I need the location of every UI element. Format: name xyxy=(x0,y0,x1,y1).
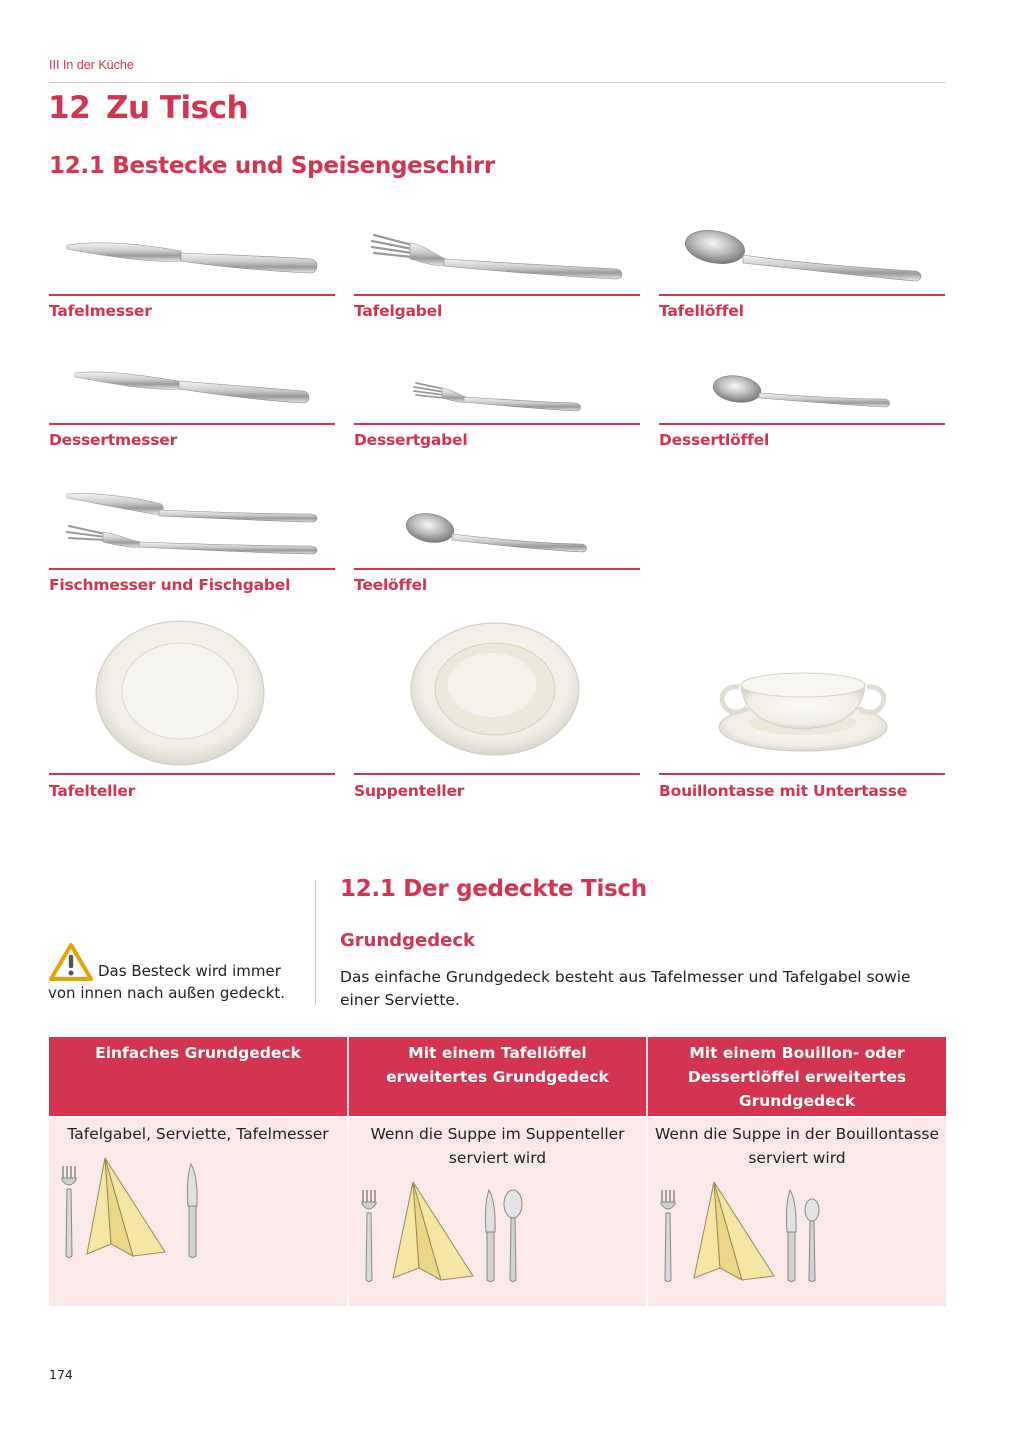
item-label: Suppenteller xyxy=(354,782,465,800)
table-header: Einfaches Grundgedeck xyxy=(49,1037,348,1117)
napkin-icon xyxy=(87,1158,165,1256)
item-label: Dessertlöffel xyxy=(659,431,770,449)
section2-subtitle: Grundgedeck xyxy=(340,930,475,951)
spoon-photo xyxy=(659,215,945,293)
item-rule xyxy=(49,773,335,775)
item-label: Tafelmesser xyxy=(49,302,152,320)
section-title: 12.1 Bestecke und Speisengeschirr xyxy=(49,153,495,179)
item-label: Teelöffel xyxy=(354,576,428,594)
soup-plate-photo xyxy=(354,615,640,773)
fish-cutlery-photo xyxy=(49,480,335,568)
table-header: Mit einem Bouillon- oder Dessertlöffel erweitertes Grundgedeck xyxy=(647,1037,946,1117)
plate-photo xyxy=(49,615,335,773)
item-label: Tafelteller xyxy=(49,782,136,800)
item-label: Bouillontasse mit Untertasse xyxy=(659,782,908,800)
warning-note xyxy=(48,942,308,1004)
item-rule xyxy=(659,294,945,296)
item-rule xyxy=(49,294,335,296)
chapter-heading xyxy=(48,90,248,126)
table-row xyxy=(49,1117,946,1306)
napkin-icon xyxy=(694,1182,774,1280)
cell-text: Tafelgabel, Serviette, Tafelmesser xyxy=(67,1125,329,1143)
spoon-icon xyxy=(805,1199,819,1282)
item-rule xyxy=(659,773,945,775)
warning-text: Das Besteck wird immer von innen nach außen gedeckt. xyxy=(48,962,285,1002)
spoon-icon xyxy=(504,1190,522,1282)
napkin-icon xyxy=(393,1182,473,1280)
spoon-photo xyxy=(354,480,640,568)
knife-icon xyxy=(485,1190,495,1282)
grundgedeck-table xyxy=(49,1037,946,1306)
fork-icon xyxy=(661,1190,675,1282)
item-label: Dessertmesser xyxy=(49,431,178,449)
fork-icon xyxy=(62,1166,76,1258)
fork-icon xyxy=(362,1190,376,1282)
column-divider xyxy=(315,880,316,1005)
section2-paragraph: Das einfache Grundgedeck besteht aus Tafelmesser und Tafelgabel sowie einer Serviette. xyxy=(340,968,911,1009)
item-label: Fischmesser und Fischgabel xyxy=(49,576,291,594)
fork-photo xyxy=(354,345,640,423)
header-rule xyxy=(49,82,945,83)
cell-text: Wenn die Suppe in der Bouillontasse serviert wird xyxy=(654,1125,940,1167)
section2-title: 12.1 Der gedeckte Tisch xyxy=(340,876,647,902)
table-header: Mit einem Tafellöffel erweitertes Grundgedeck xyxy=(348,1037,647,1117)
item-label: Tafelgabel xyxy=(354,302,443,320)
spoon-photo xyxy=(659,345,945,423)
table-cell xyxy=(647,1117,946,1306)
table-header-row xyxy=(49,1037,946,1117)
place-setting-illustration xyxy=(355,1180,640,1285)
item-label: Tafellöffel xyxy=(659,302,744,320)
bouillon-cup-photo xyxy=(659,615,945,773)
cell-text: Wenn die Suppe im Suppenteller serviert wird xyxy=(370,1125,625,1167)
place-setting-illustration xyxy=(55,1156,341,1261)
item-rule xyxy=(354,294,640,296)
item-rule xyxy=(354,568,640,570)
running-head: III In der Küche xyxy=(49,58,134,72)
table-cell xyxy=(348,1117,647,1306)
chapter-title: Zu Tisch xyxy=(106,90,249,126)
knife-icon xyxy=(786,1190,796,1282)
chapter-number: 12 xyxy=(48,90,91,126)
place-setting-illustration xyxy=(654,1180,940,1285)
warning-icon xyxy=(48,942,94,982)
item-rule xyxy=(49,568,335,570)
fork-photo xyxy=(354,215,640,293)
item-rule xyxy=(49,423,335,425)
item-label: Dessertgabel xyxy=(354,431,468,449)
knife-photo xyxy=(49,345,335,423)
item-rule xyxy=(354,423,640,425)
item-rule xyxy=(659,423,945,425)
table-cell xyxy=(49,1117,348,1306)
page-number: 174 xyxy=(49,1367,73,1382)
knife-photo xyxy=(49,215,335,293)
knife-icon xyxy=(187,1164,197,1258)
item-rule xyxy=(354,773,640,775)
